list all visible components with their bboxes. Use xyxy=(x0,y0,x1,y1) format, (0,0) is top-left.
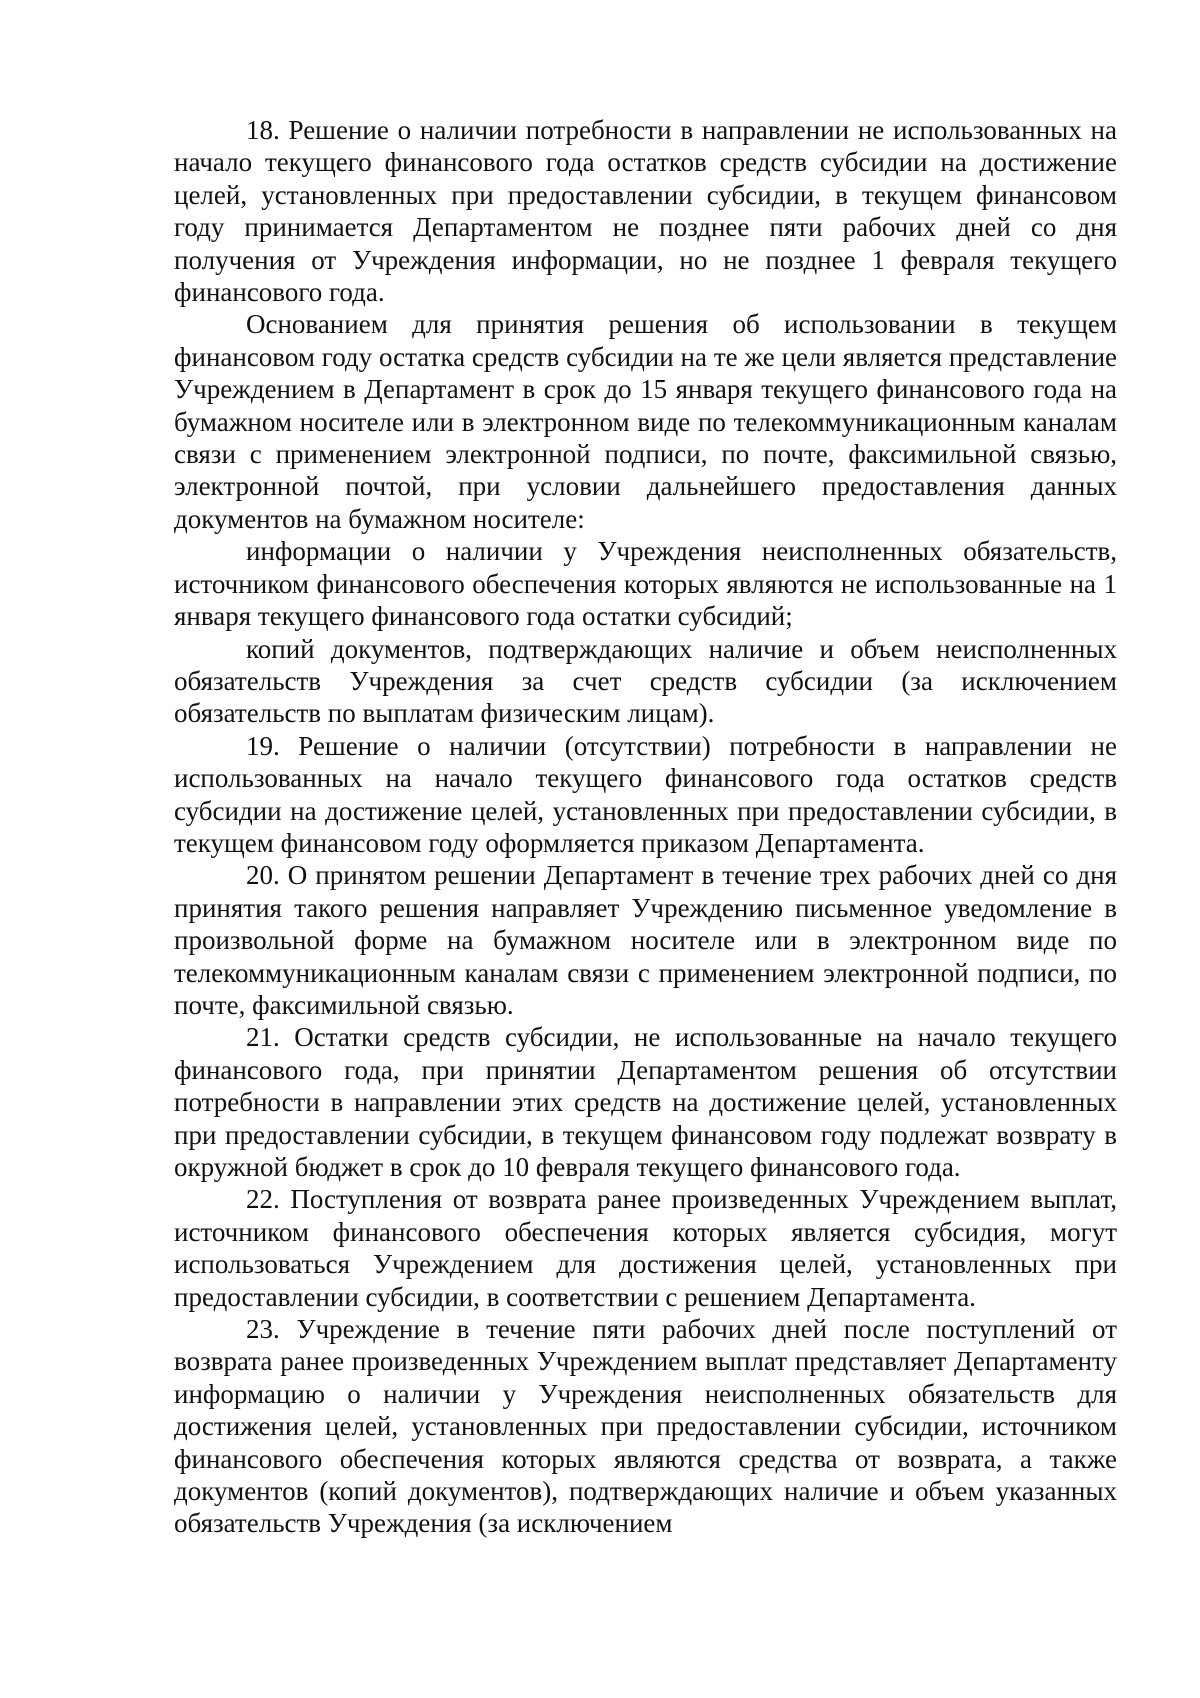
paragraph-basis: Основанием для принятия решения об использовании в текущем финансовом году остатка средств субсидии на те же цели является представление Учреждением в Департамент в срок до 15 января текущего финансового года на бумажном носителе или в электронном виде по телекоммуникационным каналам связи с применением электронной подписи, по почте, факсимильной связью, электронной почтой, при условии дальнейшего предоставления данных документов на бумажном носителе: xyxy=(174,309,1117,534)
paragraph-22: 22. Поступления от возврата ранее произведенных Учреждением выплат, источником финансового обеспечения которых является субсидия, могут использоваться Учреждением для достижения целей, установленных при предоставлении субсидии, в соответствии с решением Департамента. xyxy=(174,1184,1117,1312)
paragraph-21: 21. Остатки средств субсидии, не использованные на начало текущего финансового года, при принятии Департаментом решения об отсутствии потребности в направлении этих средств на достижение целей, установленных при предоставлении субсидии, в текущем финансовом году подлежат возврату в окружной бюджет в срок до 10 февраля текущего финансового года. xyxy=(174,1022,1117,1182)
paragraph-19: 19. Решение о наличии (отсутствии) потребности в направлении не использованных на начало текущего финансового года остатков средств субсидии на достижение целей, установленных при предоставлении субсидии, в текущем финансовом году оформляется приказом Департамента. xyxy=(174,730,1117,858)
paragraph-20: 20. О принятом решении Департамент в течение трех рабочих дней со дня принятия такого решения направляет Учреждению письменное уведомление в произвольной форме на бумажном носителе или в электронном виде по телекоммуникационным каналам связи с применением электронной подписи, по почте, факсимильной связью. xyxy=(174,860,1117,1020)
paragraph-23: 23. Учреждение в течение пяти рабочих дней после поступлений от возврата ранее произведенных Учреждением выплат представляет Департаменту информацию о наличии у Учреждения неисполненных обязательств для достижения целей, установленных при предоставлении субсидии, источником финансового обеспечения которых являются средства от возврата, а также документов (копий документов), подтверждающих наличие и объем указанных обязательств Учреждения (за исключением xyxy=(174,1314,1117,1539)
paragraph-copies-item: копий документов, подтверждающих наличие и объем неисполненных обязательств Учреждения за счет средств субсидии (за исключением обязательств по выплатам физическим лицам). xyxy=(174,633,1117,729)
document-body xyxy=(174,114,1117,1540)
paragraph-information-item: информации о наличии у Учреждения неисполненных обязательств, источником финансового обеспечения которых являются не использованные на 1 января текущего финансового года остатки субсидий; xyxy=(174,536,1117,632)
paragraph-18: 18. Решение о наличии потребности в направлении не использованных на начало текущего финансового года остатков средств субсидии на достижение целей, установленных при предоставлении субсидии, в текущем финансовом году принимается Департаментом не позднее пяти рабочих дней со дня получения от Учреждения информации, но не позднее 1 февраля текущего финансового года. xyxy=(174,115,1117,308)
